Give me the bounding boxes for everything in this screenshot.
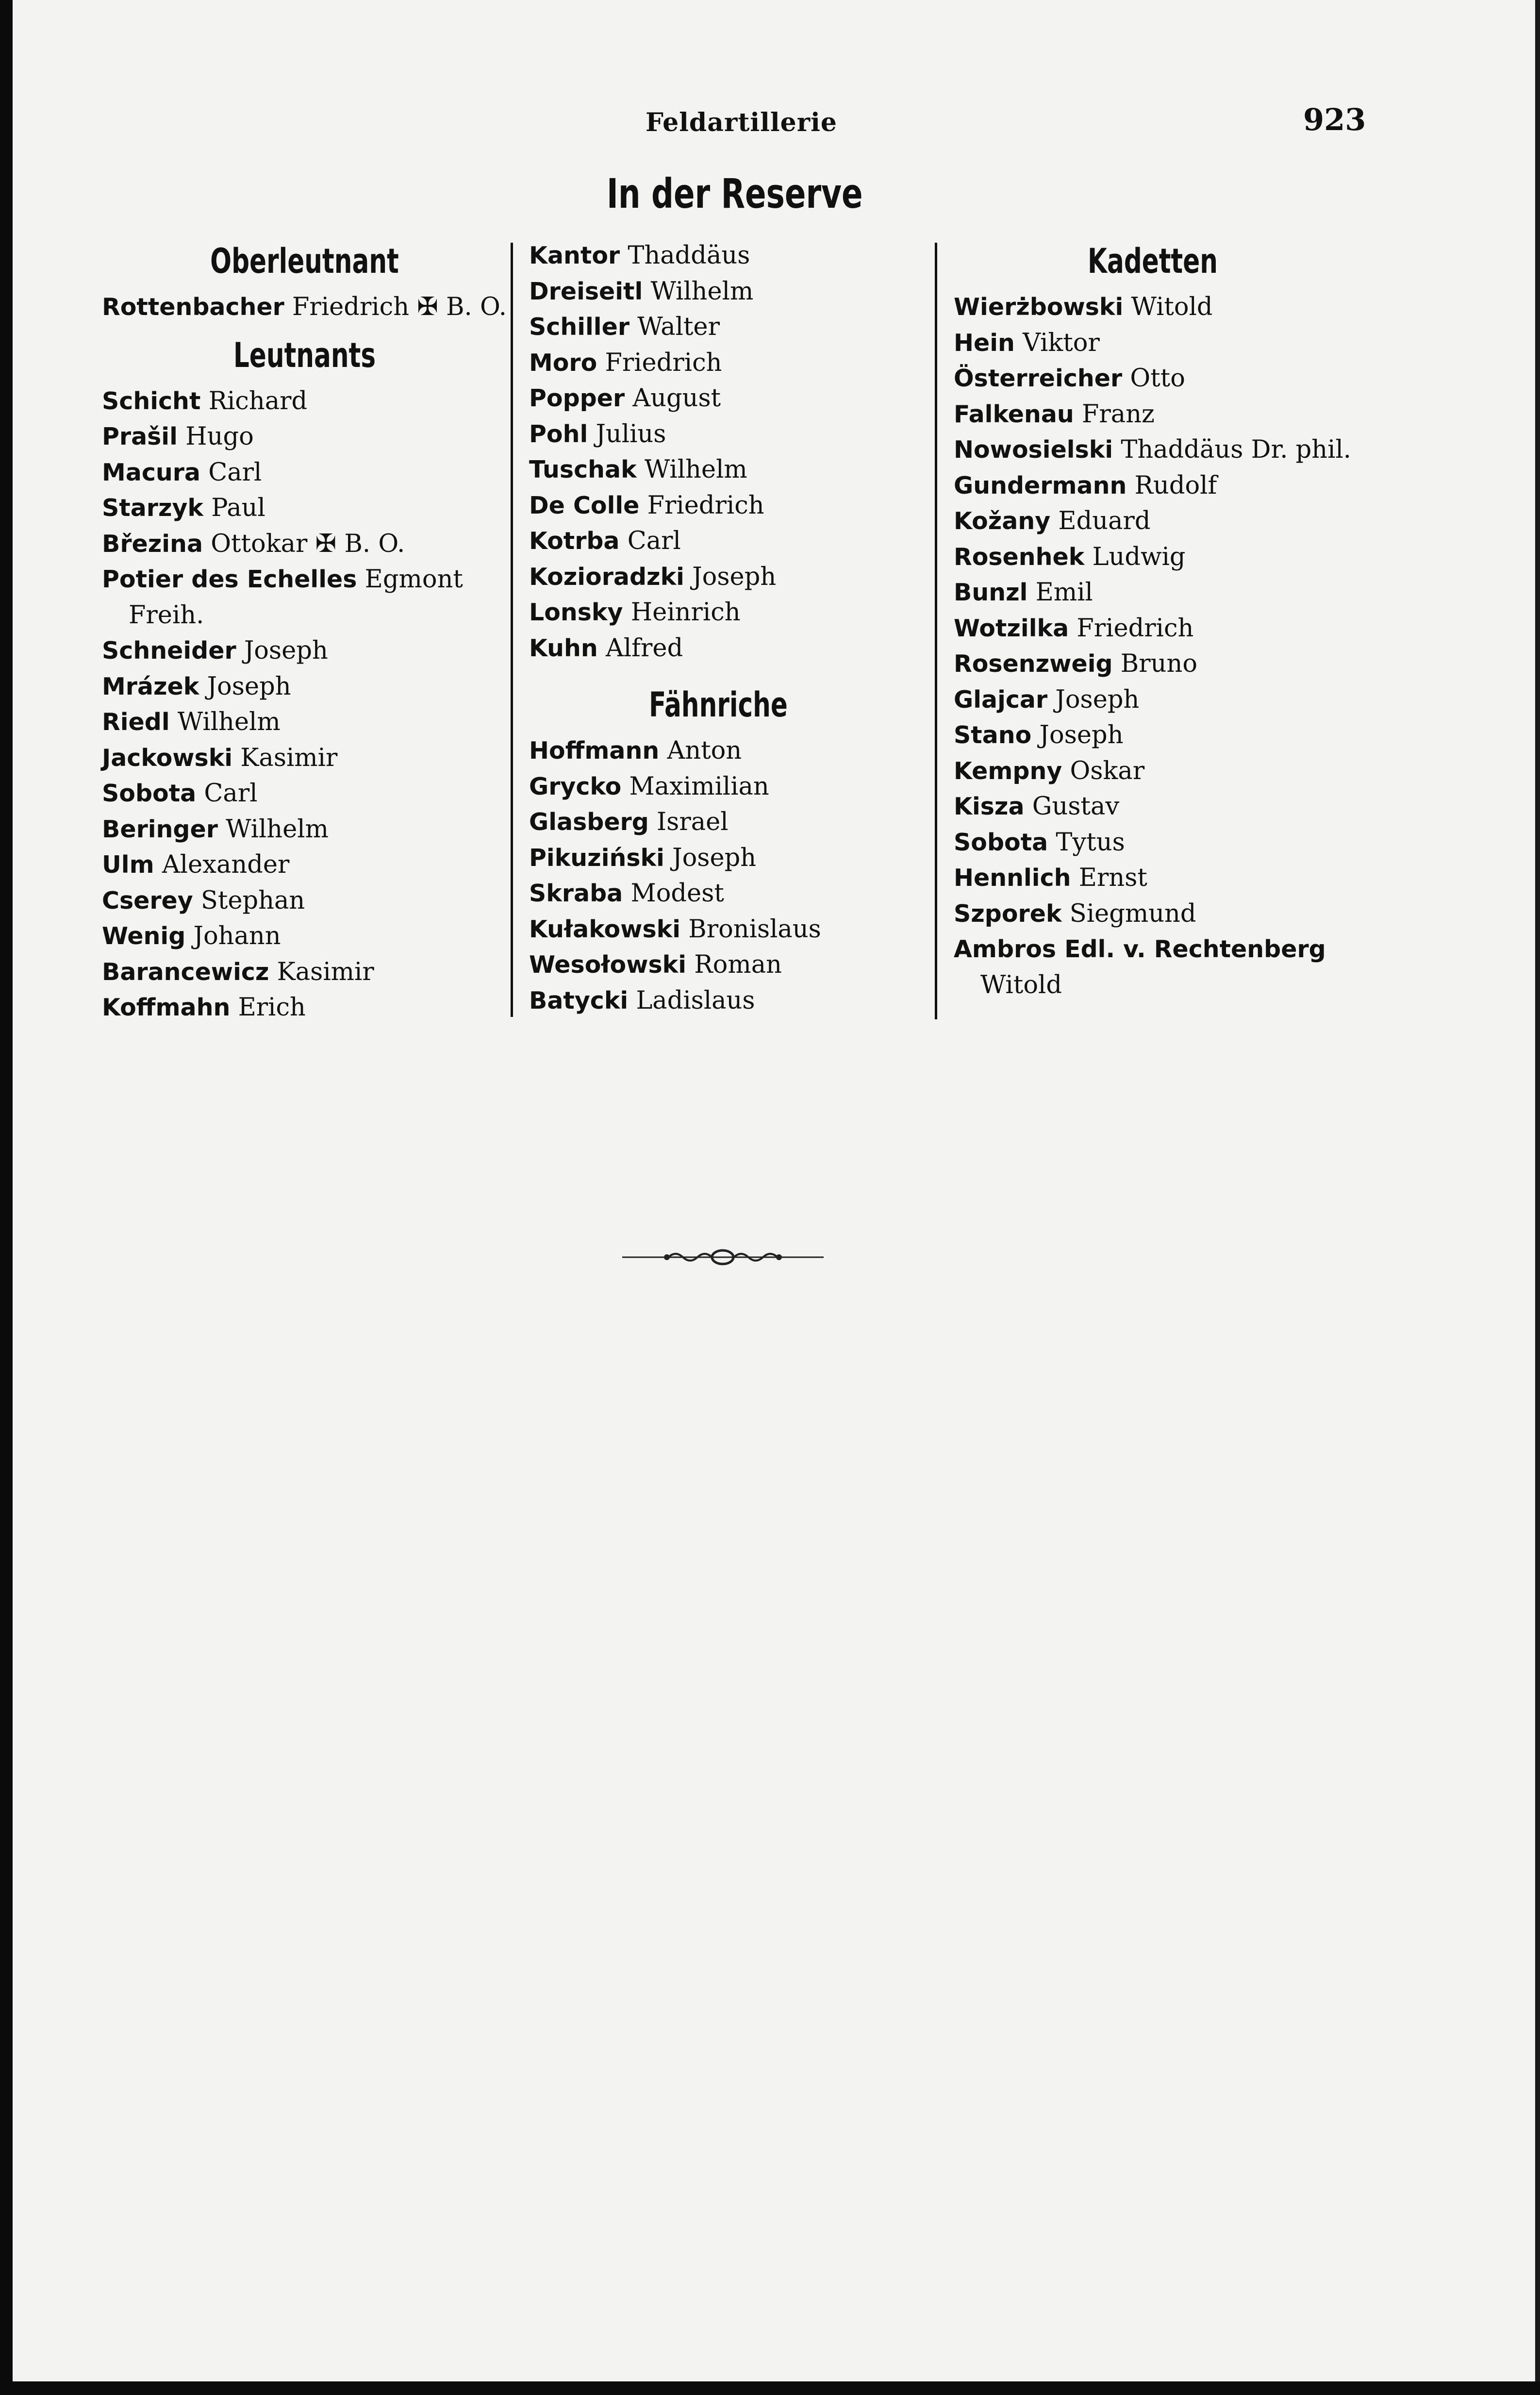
heading-faehnriche: Fähnriche: [649, 685, 788, 725]
entry-surname: Mrázek: [102, 672, 199, 700]
entry-given-name: Modest: [630, 879, 724, 908]
list-item: [954, 432, 1352, 468]
entry-surname: Nowosielski: [954, 436, 1113, 464]
entry-given-name: Franz: [1082, 399, 1155, 429]
list-item: [529, 238, 908, 274]
entry-surname: Starzyk: [102, 494, 203, 522]
column-divider-left: [511, 243, 513, 1017]
list-item: [102, 526, 507, 562]
entry-given-name: Roman: [694, 950, 782, 979]
list-item: [529, 804, 908, 840]
entry-surname: Potier des Echelles: [102, 565, 357, 593]
entry-decoration: B. O.: [446, 293, 507, 321]
entry-surname: Hennlich: [954, 864, 1071, 892]
entry-surname: Prašil: [102, 423, 178, 450]
entry-given-name: Wilhelm: [226, 815, 329, 844]
entry-surname: Macura: [102, 458, 200, 486]
entry-surname: Sobota: [954, 828, 1048, 856]
entry-given-name: Ludwig: [1092, 542, 1186, 571]
column-divider-right: [935, 243, 937, 1019]
entry-given-name: Stephan: [200, 886, 305, 915]
entry-surname: Rottenbacher: [102, 293, 284, 321]
entry-surname: Skraba: [529, 880, 623, 907]
entry-surname: Kozioradzki: [529, 563, 684, 591]
entry-given-name: Friedrich: [605, 348, 722, 377]
list-item: [102, 954, 507, 990]
entry-surname: Ambros Edl. v. Rechtenberg: [954, 935, 1326, 963]
list-item: [102, 883, 507, 919]
list-item: [529, 947, 908, 983]
list-item: [529, 274, 908, 310]
scan-edge-right: [1535, 0, 1540, 2395]
entry-continuation: Freih.: [129, 600, 204, 630]
entry-given-name: Wilhelm: [650, 277, 754, 306]
list-leutnants-continued: [529, 238, 908, 666]
list-item: [954, 397, 1352, 432]
entry-surname: Österreicher: [954, 365, 1123, 392]
list-item: [954, 361, 1352, 397]
entry-surname: Gundermann: [954, 471, 1127, 499]
entry-given-name: Paul: [211, 494, 265, 522]
list-item: [529, 416, 908, 452]
entry-surname: Kantor: [529, 242, 620, 269]
entry-given-name: Richard: [208, 386, 308, 416]
list-item: [102, 383, 507, 419]
entry-given-name: Ladislaus: [636, 986, 755, 1015]
list-item: [529, 912, 908, 948]
list-item: [102, 490, 507, 526]
list-item: [954, 717, 1352, 753]
entry-surname: Glajcar: [954, 685, 1048, 714]
list-item: [102, 633, 507, 669]
entry-surname: Koffmahn: [102, 994, 231, 1021]
list-item: [529, 345, 908, 381]
entry-given-name: Carl: [204, 779, 258, 808]
entry-surname: Falkenau: [954, 400, 1074, 428]
entry-given-name: Alfred: [605, 633, 683, 663]
entry-given-name: Joseph: [692, 562, 777, 591]
list-item: [529, 381, 908, 416]
entry-surname: Batycki: [529, 986, 629, 1015]
entry-given-name: Joseph: [1055, 685, 1140, 714]
entry-surname: Hein: [954, 329, 1015, 357]
entry-given-name: Friedrich: [1076, 614, 1194, 643]
list-item: [529, 733, 908, 769]
entry-given-name: Alexander: [162, 850, 290, 879]
entry-given-name: Otto: [1130, 364, 1185, 393]
entry-surname: Wesołowski: [529, 951, 687, 979]
list-leutnants: [102, 383, 507, 1026]
entry-surname: Kempny: [954, 757, 1062, 785]
entry-given-name: Eduard: [1058, 507, 1151, 535]
list-item: [529, 309, 908, 345]
entry-surname: Tuschak: [529, 456, 637, 483]
entry-given-name: Carl: [627, 527, 681, 555]
entry-surname: Bunzl: [954, 579, 1028, 606]
column-right: [954, 238, 1352, 1003]
entry-surname: Sobota: [102, 780, 197, 807]
entry-decoration: B. O.: [344, 529, 405, 558]
entry-given-name: Carl: [208, 458, 262, 487]
entry-surname: Beringer: [102, 815, 218, 843]
entry-surname: Kisza: [954, 793, 1025, 820]
list-item: [529, 488, 908, 524]
entry-given-name: Anton: [667, 736, 742, 765]
entry-surname: Szporek: [954, 899, 1062, 928]
list-item: [102, 289, 507, 325]
list-item: [954, 682, 1352, 718]
entry-surname: Schicht: [102, 387, 201, 415]
entry-surname: Pikuziński: [529, 844, 664, 872]
entry-surname: Moro: [529, 349, 597, 377]
entry-given-name: Erich: [238, 993, 306, 1022]
list-item: [102, 776, 507, 812]
entry-given-name: Witold: [1131, 293, 1213, 321]
list-item: [102, 704, 507, 740]
entry-surname: Hoffmann: [529, 737, 660, 765]
entry-surname: Glasberg: [529, 808, 649, 836]
scan-edge-left: [0, 0, 13, 2395]
entry-surname: Schiller: [529, 313, 630, 341]
entry-continuation: Witold: [980, 970, 1062, 999]
entry-surname: Grycko: [529, 772, 622, 800]
list-item: [954, 825, 1352, 861]
list-item: [102, 562, 507, 633]
entry-given-name: Heinrich: [630, 598, 741, 627]
list-kadetten: [954, 289, 1352, 1003]
entry-given-name: Thaddäus Dr. phil.: [1121, 435, 1351, 464]
entry-surname: Schneider: [102, 637, 236, 665]
entry-surname: Rosenhek: [954, 543, 1085, 571]
list-item: [529, 523, 908, 559]
scan-edge-bottom: [0, 2381, 1540, 2395]
heading-kadetten: Kadetten: [1087, 241, 1218, 281]
entry-given-name: Friedrich: [647, 491, 764, 520]
entry-given-name: Bruno: [1120, 649, 1198, 678]
list-item: [529, 769, 908, 805]
entry-given-name: Johann: [193, 922, 281, 950]
entry-given-name: Kasimir: [277, 957, 374, 986]
list-oberleutnant: [102, 289, 507, 325]
section-title: In der Reserve: [607, 170, 863, 217]
entry-given-name: Rudolf: [1134, 471, 1217, 500]
entry-surname: Rosenzweig: [954, 650, 1113, 678]
entry-surname: Ulm: [102, 851, 154, 879]
entry-surname: Riedl: [102, 708, 170, 736]
running-head: Feldartillerie: [646, 108, 837, 137]
list-item: [954, 503, 1352, 539]
list-item: [529, 876, 908, 912]
entry-given-name: Ottokar: [211, 529, 308, 558]
entry-surname: Kožany: [954, 507, 1051, 535]
entry-given-name: Joseph: [244, 636, 328, 665]
entry-surname: Kotrba: [529, 527, 620, 555]
entry-given-name: Emil: [1035, 578, 1093, 607]
list-item: [954, 539, 1352, 575]
list-item: [954, 468, 1352, 504]
entry-surname: Wenig: [102, 922, 186, 950]
entry-surname: Cserey: [102, 886, 193, 915]
entry-surname: Kułakowski: [529, 915, 680, 943]
entry-given-name: Thaddäus: [628, 241, 750, 270]
entry-surname: Wotzilka: [954, 614, 1069, 642]
entry-given-name: Hugo: [185, 422, 254, 451]
entry-surname: Březina: [102, 530, 203, 558]
entry-given-name: Gustav: [1032, 792, 1120, 821]
entry-given-name: Walter: [637, 313, 720, 341]
entry-given-name: Egmont: [364, 565, 463, 594]
list-item: [529, 983, 908, 1019]
heading-oberleutnant: Oberleutnant: [210, 241, 399, 281]
ornament-icon: [622, 1245, 824, 1269]
list-item: [102, 812, 507, 848]
list-item: [529, 559, 908, 595]
list-item: [954, 289, 1352, 325]
entry-surname: De Colle: [529, 491, 640, 519]
list-item: [954, 611, 1352, 647]
list-item: [954, 896, 1352, 932]
list-item: [954, 931, 1352, 1003]
entry-surname: Stano: [954, 721, 1032, 749]
page-number: 923: [1303, 102, 1366, 137]
entry-given-name: Israel: [657, 808, 729, 836]
list-item: [529, 595, 908, 631]
list-item: [954, 860, 1352, 896]
entry-given-name: Bronislaus: [688, 915, 821, 944]
entry-given-name: Joseph: [672, 843, 757, 872]
entry-given-name: Siegmund: [1069, 899, 1196, 928]
entry-surname: Lonsky: [529, 599, 623, 626]
list-faehnriche: [529, 733, 908, 1018]
list-item: [102, 990, 507, 1026]
entry-surname: Barancewicz: [102, 958, 269, 986]
column-left: [102, 238, 507, 1026]
entry-given-name: Julius: [596, 419, 666, 449]
entry-given-name: Viktor: [1023, 328, 1100, 357]
entry-surname: Jackowski: [102, 744, 233, 772]
entry-surname: Popper: [529, 384, 625, 412]
list-item: [954, 646, 1352, 682]
entry-given-name: Wilhelm: [177, 708, 281, 736]
list-item: [954, 789, 1352, 825]
entry-surname: Pohl: [529, 420, 588, 448]
entry-given-name: Joseph: [207, 672, 291, 701]
military-cross-icon: ✠: [417, 292, 438, 321]
entry-given-name: Maximilian: [629, 772, 769, 801]
list-item: [102, 669, 507, 705]
entry-given-name: Oskar: [1070, 756, 1145, 785]
list-item: [954, 325, 1352, 361]
heading-leutnants: Leutnants: [233, 335, 376, 375]
list-item: [102, 847, 507, 883]
entry-given-name: August: [632, 384, 721, 413]
list-item: [529, 631, 908, 666]
list-item: [529, 840, 908, 876]
entry-given-name: Kasimir: [240, 743, 338, 772]
entry-surname: Kuhn: [529, 634, 598, 662]
list-item: [102, 419, 507, 455]
entry-surname: Dreiseitl: [529, 277, 643, 305]
list-item: [954, 753, 1352, 789]
list-item: [102, 740, 507, 776]
list-item: [102, 918, 507, 954]
entry-surname: Wierżbowski: [954, 293, 1124, 321]
entry-given-name: Wilhelm: [644, 455, 747, 484]
column-middle: [529, 238, 908, 1018]
entry-given-name: Joseph: [1039, 721, 1124, 749]
list-item: [102, 455, 507, 491]
entry-given-name: Tytus: [1056, 828, 1125, 857]
military-cross-icon: ✠: [315, 529, 337, 558]
entry-given-name: Ernst: [1078, 864, 1147, 892]
list-item: [529, 452, 908, 488]
list-item: [954, 575, 1352, 611]
entry-given-name: Friedrich: [292, 293, 410, 321]
